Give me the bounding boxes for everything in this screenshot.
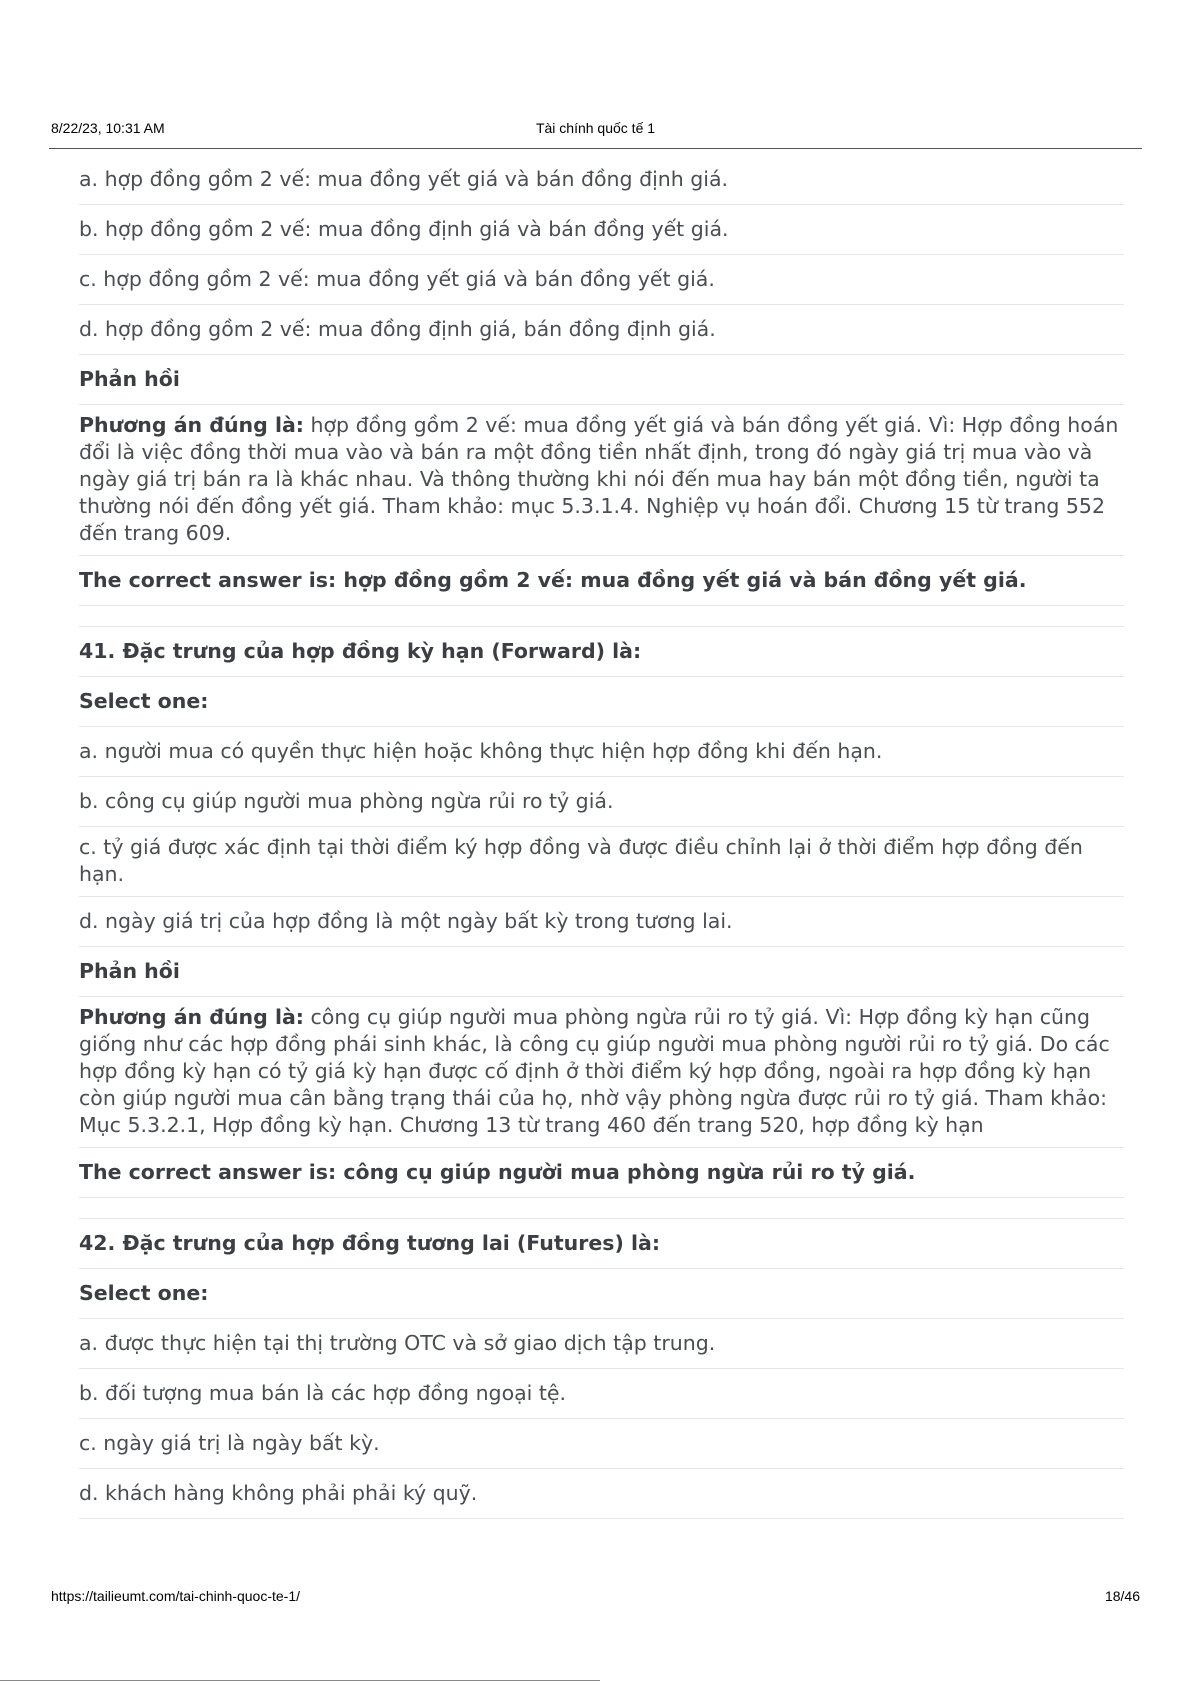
question-separator [79,606,1124,627]
q41-option-d[interactable]: d. ngày giá trị của hợp đồng là một ngày bất kỳ trong tương lai. [79,897,1124,947]
q40-option-c[interactable]: c. hợp đồng gồm 2 vế: mua đồng yết giá và bán đồng yết giá. [79,255,1124,305]
q42-select-label: Select one: [79,1269,1124,1319]
q41-question: 41. Đặc trưng của hợp đồng kỳ hạn (Forward) là: [79,627,1124,677]
q42-option-d[interactable]: d. khách hàng không phải phải ký quỹ. [79,1469,1124,1519]
q41-correct-answer: The correct answer is: công cụ giúp người mua phòng ngừa rủi ro tỷ giá. [79,1148,1124,1198]
q42-option-c[interactable]: c. ngày giá trị là ngày bất kỳ. [79,1419,1124,1469]
q40-explanation-text: hợp đồng gồm 2 vế: mua đồng yết giá và bán đồng yết giá. Vì: Hợp đồng hoán đổi là việc đồng thời mua vào và bán ra một đồng tiền nhất định, trong đó ngày giá trị mua vào và ngày giá trị bán ra là khác nhau. Và thông thường khi nói đến mua hay bán một đồng tiền, người ta thường nói đến đồng yết giá. Tham khảo: mục 5.3.1.4. Nghiệp vụ hoán đổi. Chương 15 từ trang 552 đến trang 609. [79,413,1119,545]
q41-explanation-text: công cụ giúp người mua phòng ngừa rủi ro tỷ giá. Vì: Hợp đồng kỳ hạn cũng giống như các hợp đồng phái sinh khác, là công cụ giúp người mua phòng người rủi ro tỷ giá. Do các hợp đồng kỳ hạn có tỷ giá kỳ hạn được cố định ở thời điểm ký hợp đồng, ngoài ra hợp đồng kỳ hạn còn giúp người mua cân bằng trạng thái của họ, nhờ vậy phòng ngừa được rủi ro tỷ giá. Tham khảo: Mục 5.3.2.1, Hợp đồng kỳ hạn. Chương 13 từ trang 460 đến trang 520, hợp đồng kỳ hạn [79,1005,1110,1137]
q42-option-b[interactable]: b. đối tượng mua bán là các hợp đồng ngoại tệ. [79,1369,1124,1419]
q40-explanation [79,405,1124,556]
q42-question: 42. Đặc trưng của hợp đồng tương lai (Futures) là: [79,1219,1124,1269]
page-number: 18/46 [1104,1588,1140,1604]
page-title: Tài chính quốc tế 1 [535,120,656,136]
q40-feedback-label: Phản hồi [79,355,1124,405]
q41-option-c[interactable]: c. tỷ giá được xác định tại thời điểm ký hợp đồng và được điều chỉnh lại ở thời điểm hợp đồng đến hạn. [79,827,1124,897]
q40-correct-answer: The correct answer is: hợp đồng gồm 2 vế: mua đồng yết giá và bán đồng yết giá. [79,556,1124,606]
page-url: https://tailieumt.com/tai-chinh-quoc-te-1/ [51,1588,300,1604]
q41-select-label: Select one: [79,677,1124,727]
q40-explanation-lead: Phương án đúng là: [79,413,304,437]
page-bottom-rule [0,1680,600,1681]
quiz-content [79,155,1124,1519]
q41-option-a[interactable]: a. người mua có quyền thực hiện hoặc không thực hiện hợp đồng khi đến hạn. [79,727,1124,777]
question-separator [79,1198,1124,1219]
header-divider [49,148,1142,149]
q42-option-a[interactable]: a. được thực hiện tại thị trường OTC và sở giao dịch tập trung. [79,1319,1124,1369]
print-datetime: 8/22/23, 10:31 AM [51,120,165,136]
q40-option-b[interactable]: b. hợp đồng gồm 2 vế: mua đồng định giá và bán đồng yết giá. [79,205,1124,255]
q41-feedback-label: Phản hồi [79,947,1124,997]
q40-option-a[interactable]: a. hợp đồng gồm 2 vế: mua đồng yết giá và bán đồng định giá. [79,155,1124,205]
q41-explanation [79,997,1124,1148]
q41-explanation-lead: Phương án đúng là: [79,1005,304,1029]
q40-option-d[interactable]: d. hợp đồng gồm 2 vế: mua đồng định giá, bán đồng định giá. [79,305,1124,355]
q41-option-b[interactable]: b. công cụ giúp người mua phòng ngừa rủi ro tỷ giá. [79,777,1124,827]
